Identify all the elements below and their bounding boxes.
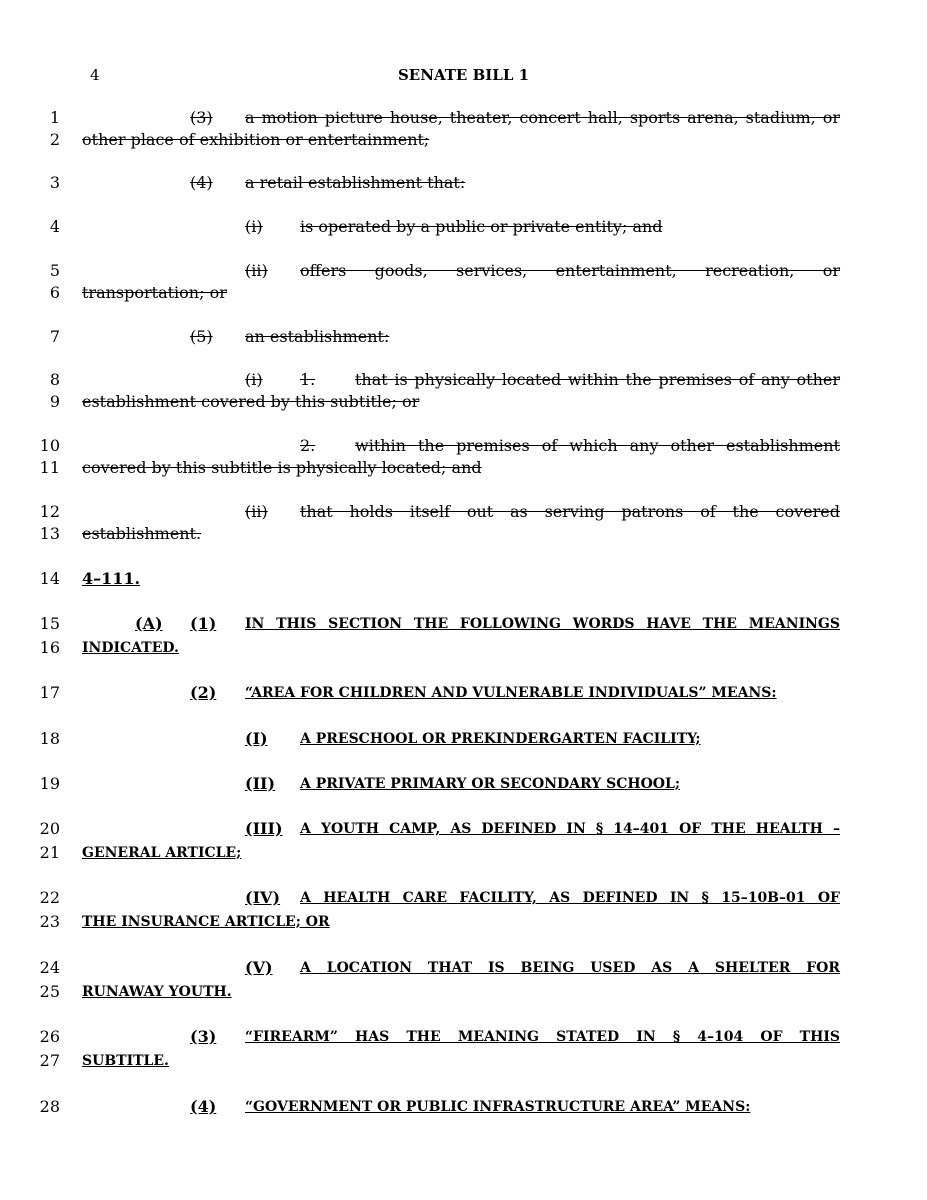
line-number: 8 [49,370,60,389]
line-number: 16 [39,638,60,657]
line-number: 10 [39,436,60,455]
line-number: 15 [39,614,60,633]
line-number: 13 [39,524,60,543]
deleted-text: that holds itself out as serving patrons of the covered [300,502,840,521]
subsection-marker: (4) [190,173,213,192]
deleted-text: is operated by a public or private entity; and [300,217,663,236]
line-number: 11 [39,458,60,477]
line-number: 21 [39,843,60,862]
paragraph-marker: (3) [190,1027,217,1046]
inserted-text: GENERAL ARTICLE; [82,845,242,861]
item-marker: (IV) [245,888,281,907]
item-marker: (III) [245,819,283,838]
line-number: 27 [39,1051,60,1070]
bill-line [0,1025,927,1049]
deleted-text: establishment covered by this subtitle; or [82,392,420,411]
deleted-text: a motion picture house, theater, concert hall, sports arena, stadium, or [245,108,840,127]
bill-line [0,636,927,660]
bill-line [0,171,927,195]
bill-line [0,841,927,865]
line-number: 24 [39,958,60,977]
item-marker: (ii) [245,261,268,280]
inserted-text: A PRESCHOOL OR PREKINDERGARTEN FACILITY; [300,731,701,747]
line-number: 4 [49,217,60,236]
inserted-text: THE INSURANCE ARTICLE; OR [82,914,330,930]
inserted-text: “FIREARM” HAS THE MEANING STATED IN § 4–104 OF THIS [245,1029,840,1045]
bill-line [0,281,927,305]
bill-title: SENATE BILL 1 [397,66,530,84]
line-number: 3 [49,173,60,192]
section-heading: 4–111. [82,569,141,588]
bill-line [0,368,927,392]
bill-line [0,980,927,1004]
subsection-marker: (5) [190,327,213,346]
bill-line [0,259,927,283]
item-marker: (ii) [245,502,268,521]
line-number: 28 [39,1097,60,1116]
paragraph-marker: (4) [190,1097,217,1116]
inserted-text: A PRIVATE PRIMARY OR SECONDARY SCHOOL; [300,776,681,792]
inserted-text: A YOUTH CAMP, AS DEFINED IN § 14–401 OF THE HEALTH – [300,821,840,837]
line-number: 14 [39,569,60,588]
deleted-text: offers goods, services, entertainment, recreation, or [300,261,840,280]
deleted-text: within the premises of which any other establishment [355,436,840,455]
line-number: 23 [39,912,60,931]
inserted-text: SUBTITLE. [82,1053,169,1069]
inserted-text: A HEALTH CARE FACILITY, AS DEFINED IN § 15–10B–01 OF [300,890,840,906]
deleted-text: establishment. [82,524,202,543]
bill-line [0,522,927,546]
line-number: 9 [49,392,60,411]
deleted-text: transportation; or [82,283,227,302]
inserted-text: A LOCATION THAT IS BEING USED AS A SHELTER FOR [300,960,840,976]
bill-line [0,817,927,841]
item-marker: (i) [245,217,263,236]
bill-line [0,1095,927,1119]
line-number: 22 [39,888,60,907]
bill-line [0,886,927,910]
bill-line [0,128,927,152]
line-number: 5 [49,261,60,280]
page-number: 4 [90,66,100,84]
bill-line [0,772,927,796]
inserted-text: INDICATED. [82,640,179,656]
bill-line [0,567,927,591]
line-number: 6 [49,283,60,302]
inserted-text: “GOVERNMENT OR PUBLIC INFRASTRUCTURE AREA” MEANS: [245,1099,751,1115]
bill-line [0,612,927,636]
line-number: 25 [39,982,60,1001]
bill-line [0,1049,927,1073]
line-number: 1 [49,108,60,127]
subsection-marker: (A) [135,614,163,633]
bill-line [0,434,927,458]
line-number: 18 [39,729,60,748]
bill-line [0,910,927,934]
line-number: 26 [39,1027,60,1046]
bill-line [0,681,927,705]
line-number: 7 [49,327,60,346]
paragraph-marker: (1) [190,614,217,633]
item-marker: (II) [245,774,276,793]
bill-line [0,727,927,751]
line-number: 20 [39,819,60,838]
inserted-text: RUNAWAY YOUTH. [82,984,232,1000]
deleted-text: covered by this subtitle is physically located; and [82,458,482,477]
subitem-marker: 2. [300,436,316,455]
bill-line [0,500,927,524]
inserted-text: “AREA FOR CHILDREN AND VULNERABLE INDIVIDUALS” MEANS: [245,685,777,701]
bill-line [0,215,927,239]
line-number: 19 [39,774,60,793]
bill-line [0,106,927,130]
bill-line [0,325,927,349]
deleted-text: that is physically located within the premises of any other [355,370,840,389]
deleted-text: an establishment: [245,327,390,346]
line-number: 12 [39,502,60,521]
item-marker: (i) [245,370,263,389]
bill-line [0,956,927,980]
line-number: 2 [49,130,60,149]
subitem-marker: 1. [300,370,316,389]
bill-line [0,456,927,480]
inserted-text: IN THIS SECTION THE FOLLOWING WORDS HAVE THE MEANINGS [245,616,840,632]
item-marker: (I) [245,729,268,748]
line-number: 17 [39,683,60,702]
subsection-marker: (3) [190,108,213,127]
item-marker: (V) [245,958,273,977]
paragraph-marker: (2) [190,683,217,702]
bill-line [0,390,927,414]
deleted-text: other place of exhibition or entertainment; [82,130,430,149]
deleted-text: a retail establishment that: [245,173,466,192]
